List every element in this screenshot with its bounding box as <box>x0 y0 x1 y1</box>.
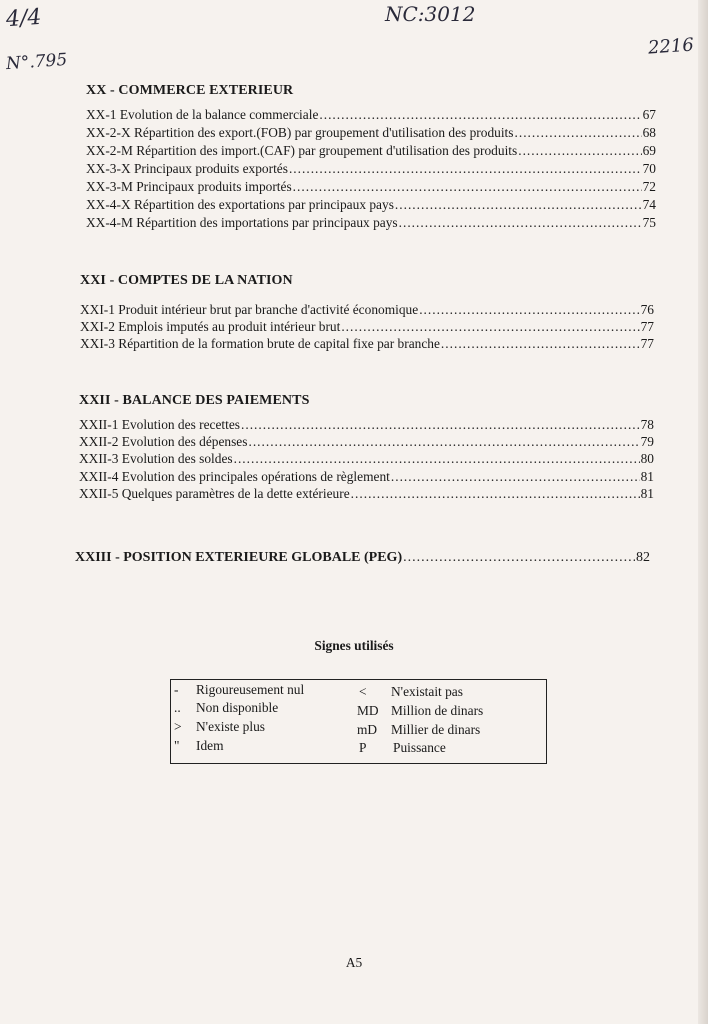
toc-entry-page: 82 <box>636 550 650 565</box>
toc-entry-page: 78 <box>640 417 654 432</box>
toc-entry-label: XX-3-M Principaux produits importés <box>86 179 292 194</box>
section-title: XXIII - POSITION EXTERIEURE GLOBALE (PEG) <box>75 550 403 565</box>
legend-meaning: Millier de dinars <box>391 722 481 737</box>
toc-entry <box>86 107 656 123</box>
legend-meaning: Idem <box>196 738 224 753</box>
page-edge <box>698 0 708 1024</box>
toc-entry <box>79 451 654 467</box>
toc-entry <box>86 179 656 195</box>
toc-entry-label: XXII-3 Evolution des soldes <box>79 451 233 466</box>
legend-symbol: P <box>359 740 367 755</box>
toc-entry-label: XXI-3 Répartition de la formation brute de capital fixe par branche <box>80 336 440 351</box>
legend-meaning: Rigoureusement nul <box>196 682 305 697</box>
toc-entry-page: 80 <box>640 451 654 466</box>
toc-entry <box>75 550 650 566</box>
section-title: XXII - BALANCE DES PAIEMENTS <box>79 393 310 408</box>
toc-entry-page: 70 <box>642 161 656 176</box>
legend-title: Signes utilisés <box>314 638 394 653</box>
toc-entry <box>79 434 654 450</box>
toc-entry <box>86 143 656 159</box>
toc-entry-label: XX-4-X Répartition des exportations par principaux pays <box>86 197 394 212</box>
toc-entry-page: 69 <box>642 143 656 158</box>
toc-entry-label: XXI-1 Produit intérieur brut par branche d'activité économique <box>80 302 419 317</box>
toc-entry <box>86 215 656 231</box>
toc-entry-page: 72 <box>642 179 656 194</box>
toc-entry-label: XX-1 Evolution de la balance commerciale <box>86 107 319 122</box>
legend-meaning: Non disponible <box>196 700 279 715</box>
toc-entry-page: 81 <box>640 469 654 484</box>
toc-entry-label: XX-4-M Répartition des importations par principaux pays <box>86 215 398 230</box>
toc-entry-page: 81 <box>640 486 654 501</box>
toc-entry-label: XXII-5 Quelques paramètres de la dette extérieure <box>79 486 350 501</box>
toc-entry-page: 79 <box>640 434 654 449</box>
legend-box <box>170 679 547 764</box>
toc-entry-page: 75 <box>642 215 656 230</box>
handwritten-number: N°.795 <box>5 49 68 75</box>
toc-entry-label: XXI-2 Emplois imputés au produit intérieur brut <box>80 319 341 334</box>
toc-entry <box>79 486 654 502</box>
legend-meaning: Million de dinars <box>391 703 484 718</box>
toc-entry <box>80 319 654 335</box>
toc-entry-label: XX-2-M Répartition des import.(CAF) par groupement d'utilisation des produits <box>86 143 518 158</box>
legend-symbol: mD <box>357 722 378 737</box>
toc-entry <box>86 125 656 141</box>
page-number: A5 <box>345 955 363 970</box>
toc-entry-page: 76 <box>640 302 654 317</box>
handwritten-reference: NC:3012 <box>385 2 476 26</box>
toc-entry <box>80 302 654 318</box>
toc-entry-label: XX-2-X Répartition des export.(FOB) par groupement d'utilisation des produits <box>86 125 514 140</box>
toc-entry-label: XXII-2 Evolution des dépenses <box>79 434 248 449</box>
toc-entry-label: XXII-1 Evolution des recettes <box>79 417 241 432</box>
legend-meaning: Puissance <box>393 740 446 755</box>
legend-meaning: N'existait pas <box>391 684 463 699</box>
toc-entry <box>80 336 654 352</box>
legend-symbol: MD <box>357 703 379 718</box>
toc-entry <box>79 469 654 485</box>
section-title: XXI - COMPTES DE LA NATION <box>80 273 293 288</box>
handwritten-page-id: 2216 <box>647 34 695 59</box>
toc-entry <box>79 417 654 433</box>
toc-entry-page: 77 <box>640 319 654 334</box>
toc-entry-label: XXII-4 Evolution des principales opérations de règlement <box>79 469 390 484</box>
legend-symbol: " <box>174 738 180 753</box>
section-title: XX - COMMERCE EXTERIEUR <box>86 83 294 98</box>
legend-symbol: - <box>174 682 179 697</box>
toc-entry-page: 67 <box>642 107 656 122</box>
toc-entry-page: 77 <box>640 336 654 351</box>
handwritten-date: 4/4 <box>5 4 43 33</box>
toc-entry <box>86 161 656 177</box>
toc-entry <box>86 197 656 213</box>
legend-symbol: .. <box>174 700 181 715</box>
legend-symbol: > <box>174 719 182 734</box>
legend-symbol: < <box>359 684 367 699</box>
toc-entry-page: 74 <box>642 197 656 212</box>
toc-entry-page: 68 <box>642 125 656 140</box>
toc-entry-label: XX-3-X Principaux produits exportés <box>86 161 288 176</box>
legend-meaning: N'existe plus <box>196 719 265 734</box>
